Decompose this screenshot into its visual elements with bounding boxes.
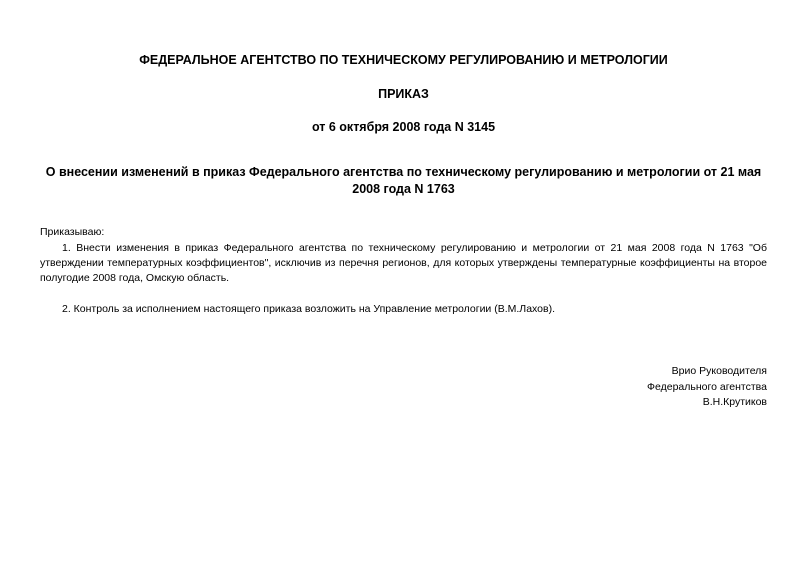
order-item-2: 2. Контроль за исполнением настоящего приказа возложить на Управление метрологии (В.М.Лахов). [62, 303, 555, 315]
signatory-organization: Федерального агентства [647, 380, 767, 393]
signatory-position: Врио Руководителя [671, 365, 767, 377]
signature-block [647, 364, 767, 411]
document-subject: О внесении изменений в приказ Федерального агентства по техническому регулированию и метрологии от 21 мая 2008 года N 1763 [45, 165, 762, 196]
document-type: ПРИКАЗ [378, 87, 429, 101]
signatory-name: В.Н.Крутиков [702, 396, 767, 408]
order-intro: Приказываю: [40, 226, 105, 238]
order-item-1: 1. Внести изменения в приказ Федерального агентства по техническому регулированию и метрологии от 21 мая 2008 года N 1763 "Об утверждении температурных коэффициентов", исключив из перечня регионов, для которых утверждены температурные коэффициенты на второе полугодие 2008 года, Омскую область. [40, 242, 767, 284]
agency-title: ФЕДЕРАЛЬНОЕ АГЕНТСТВО ПО ТЕХНИЧЕСКОМУ РЕГУЛИРОВАНИЮ И МЕТРОЛОГИИ [139, 53, 668, 67]
document-date: от 6 октября 2008 года N 3145 [311, 120, 496, 134]
